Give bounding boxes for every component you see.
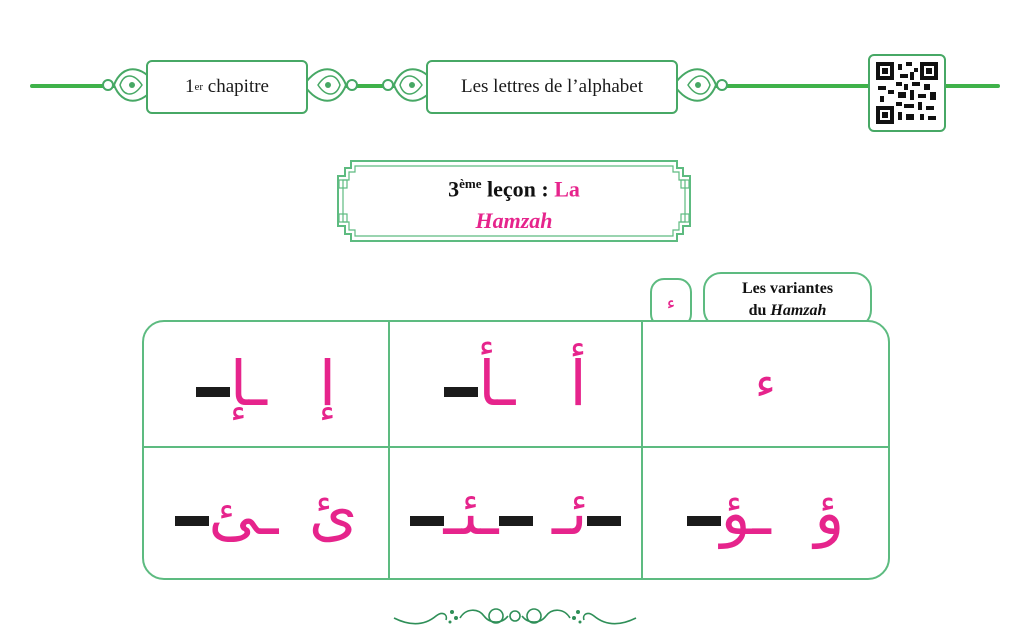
table-cell-r2c2 (390, 448, 641, 578)
alif-hamza-above: أ (569, 347, 587, 420)
lesson-title-part1: La (554, 176, 580, 202)
qr-code-graphic (876, 62, 938, 124)
ornament-icon (668, 58, 738, 112)
hamzah-isolated: ء (755, 358, 776, 409)
waw-hamza-connected: ـؤ (687, 482, 771, 544)
table-cell-r1c2 (390, 322, 641, 446)
topic-text: Les lettres de l’alphabet (460, 76, 643, 97)
alif-hamza-above-connected: ـأ (444, 353, 515, 415)
alif-hamza-below: إ (318, 347, 337, 420)
waw-hamza-isolated: ؤ (814, 476, 845, 549)
topic-label (426, 60, 678, 114)
connector-bar (587, 516, 621, 526)
connector-bar (499, 516, 533, 526)
ya-hamza-initial: ئـ (552, 482, 621, 544)
connector-bar (444, 387, 478, 397)
variants-line2-plain: du (748, 302, 767, 319)
table-cell-r2c1 (144, 448, 388, 578)
connector-bar (196, 387, 230, 397)
chapter-label (146, 60, 308, 114)
connector-bar (410, 516, 444, 526)
alif-hamza-below-connected: ـإ (196, 353, 267, 415)
table-cell-r1c3 (643, 322, 888, 446)
lesson-number: 3 (448, 176, 460, 202)
table-cell-r1c1 (144, 322, 388, 446)
ya-hamza-final: ـئ (175, 482, 279, 544)
qr-code-icon[interactable] (868, 54, 946, 132)
lesson-title-part2: Hamzah (475, 208, 553, 234)
lesson-title (337, 168, 691, 237)
footer-ornament-icon (390, 602, 640, 632)
chapter-number: 1 (185, 76, 195, 97)
chapter-ordinal: er (194, 81, 204, 93)
lesson-word: leçon : (486, 176, 549, 202)
table-cell-r2c3 (643, 448, 888, 578)
ornament-icon (298, 58, 368, 112)
ya-hamza-medial: ـئـ (410, 482, 533, 544)
lesson-ordinal: ème (459, 176, 482, 191)
connector-bar (687, 516, 721, 526)
hamzah-variants-table (142, 320, 890, 580)
connector-bar (175, 516, 209, 526)
variants-line2-italic: Hamzah (770, 302, 827, 319)
ya-hamza-isolated: ئ (308, 476, 358, 549)
chapter-word: chapitre (207, 76, 269, 97)
variants-line1: Les variantes (741, 280, 834, 297)
hamzah-letter: ء (666, 292, 676, 313)
